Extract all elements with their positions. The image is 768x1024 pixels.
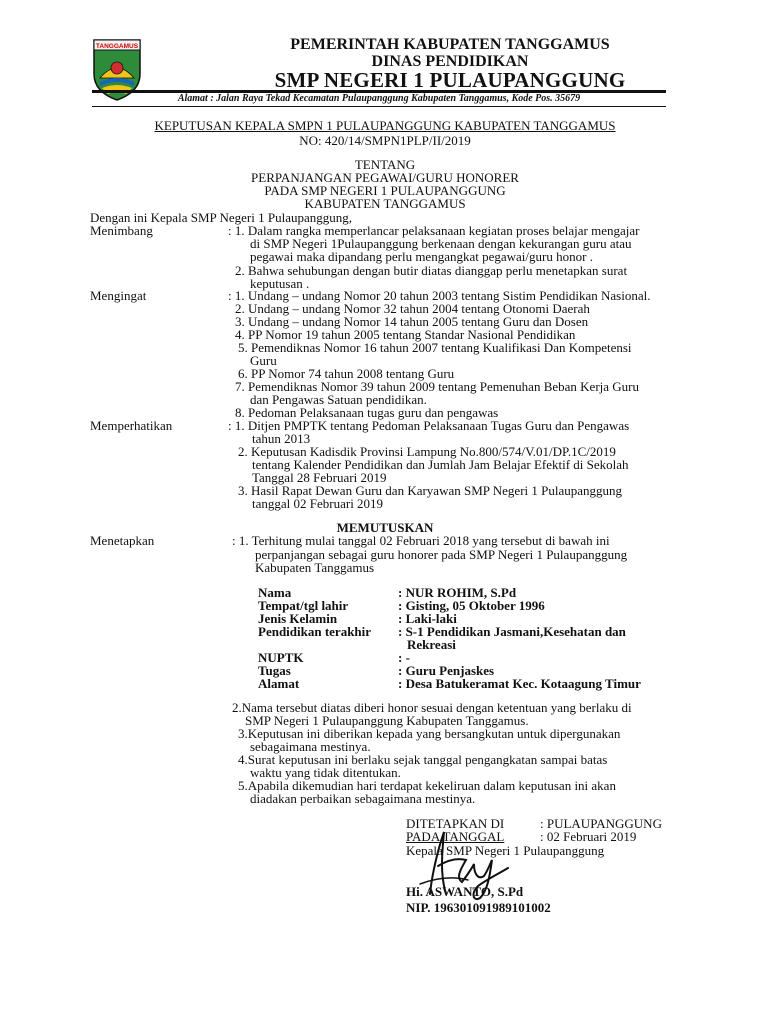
menetapkan-label: Menetapkan <box>90 533 155 548</box>
person-gender-value: : Laki-laki <box>398 611 457 626</box>
menetapkan-item-1-line-3: Kabupaten Tanggamus <box>255 560 375 575</box>
sign-nip: NIP. 196301091989101002 <box>406 900 551 915</box>
person-education-value: : S-1 Pendidikan Jasmani,Kesehatan dan <box>398 624 626 639</box>
person-name-value: : NUR ROHIM, S.Pd <box>398 585 517 600</box>
mengingat-item-5-line-1: 5. Pemendiknas Nomor 16 tahun 2007 tentang Kualifikasi Dan Kompetensi <box>238 340 632 355</box>
person-address-value: : Desa Batukeramat Kec. Kotaagung Timur <box>398 676 641 691</box>
menimbang-label: Menimbang <box>90 223 153 238</box>
header-government: PEMERINTAH KABUPATEN TANGGAMUS <box>290 36 610 53</box>
memperhatikan-item-2-line-3: Tanggal 28 Februari 2019 <box>252 470 387 485</box>
sign-place-value: : PULAUPANGGUNG <box>540 816 662 831</box>
person-birth-label: Tempat/tgl lahir <box>258 598 349 613</box>
sign-date-label: PADA TANGGAL <box>406 829 505 844</box>
point-5-line-2: diadakan perbaikan sebagaimana mestinya. <box>250 791 476 806</box>
sign-name: Hi. ASWANTO, S.Pd <box>406 884 524 899</box>
about-heading: TENTANG <box>354 157 416 172</box>
point-3-line-1: 3.Keputusan ini diberikan kepada yang bersangkutan untuk dipergunakan <box>238 726 621 741</box>
menimbang-item-1-line-1: : 1. Dalam rangka memperlancar pelaksanaan kegiatan proses belajar mengajar <box>228 223 640 238</box>
point-5-line-1: 5.Apabila dikemudian hari terdapat kekeliruan dalam keputusan ini akan <box>238 778 616 793</box>
person-birth-value: : Gisting, 05 Oktober 1996 <box>398 598 545 613</box>
point-3-line-2: sebagaimana mestinya. <box>250 739 371 754</box>
mengingat-item-8: 8. Pedoman Pelaksanaan tugas guru dan pengawas <box>235 405 499 420</box>
intro-text: Dengan ini Kepala SMP Negeri 1 Pulaupanggung, <box>90 210 352 225</box>
point-2-line-2: SMP Negeri 1 Pulaupanggung Kabupaten Tanggamus. <box>245 713 529 728</box>
person-name-label: Nama <box>258 585 292 600</box>
point-4-line-2: waktu yang tidak ditentukan. <box>250 765 401 780</box>
person-nuptk-label: NUPTK <box>258 650 304 665</box>
mengingat-item-1: : 1. Undang – undang Nomor 20 tahun 2003 tentang Sistim Pendidikan Nasional. <box>228 288 651 303</box>
person-education-label: Pendidikan terakhir <box>258 624 372 639</box>
decree-number: NO: 420/14/SMPN1PLP/II/2019 <box>299 133 471 148</box>
memperhatikan-item-2-line-1: 2. Keputusan Kadisdik Provinsi Lampung No.800/574/V.01/DP.1C/2019 <box>238 444 616 459</box>
memperhatikan-item-1-line-1: : 1. Ditjen PMPTK tentang Pedoman Pelaksanaan Tugas Guru dan Pengawas <box>228 418 630 433</box>
memperhatikan-item-1-line-2: tahun 2013 <box>252 431 311 446</box>
memutuskan-heading: MEMUTUSKAN <box>336 520 434 535</box>
memperhatikan-item-3-line-2: tanggal 02 Februari 2019 <box>252 496 384 511</box>
sign-date-value: : 02 Februari 2019 <box>540 829 637 844</box>
menimbang-item-2-line-1: 2. Bahwa sehubungan dengan butir diatas dianggap perlu menetapkan surat <box>235 263 628 278</box>
header-rule-thin <box>92 106 666 107</box>
person-duty-value: : Guru Penjaskes <box>398 663 495 678</box>
memperhatikan-label: Memperhatikan <box>90 418 173 433</box>
mengingat-label: Mengingat <box>90 288 147 303</box>
header-department: DINAS PENDIDIKAN <box>371 53 529 70</box>
person-gender-label: Jenis Kelamin <box>258 611 338 626</box>
sign-place-label: DITETAPKAN DI <box>406 816 505 831</box>
mengingat-item-7-line-1: 7. Pemendiknas Nomor 39 tahun 2009 tentang Pemenuhan Beban Kerja Guru <box>235 379 639 394</box>
mengingat-item-2: 2. Undang – undang Nomor 32 tahun 2004 tentang Otonomi Daerah <box>235 301 590 316</box>
memperhatikan-item-2-line-2: tentang Kalender Pendidikan dan Jumlah Jam Belajar Efektif di Sekolah <box>252 457 629 472</box>
menimbang-item-1-line-2: di SMP Negeri 1Pulaupanggung berkenaan dengan kekurangan guru atau <box>250 236 632 251</box>
decree-title: KEPUTUSAN KEPALA SMPN 1 PULAUPANGGUNG KABUPATEN TANGGAMUS <box>154 118 616 133</box>
header-school: SMP NEGERI 1 PULAUPANGGUNG <box>274 68 626 92</box>
menimbang-item-1-line-3: pegawai maka dipandang perlu mengangkat pegawai/guru honor . <box>250 249 593 264</box>
person-duty-label: Tugas <box>258 663 291 678</box>
point-2-line-1: 2.Nama tersebut diatas diberi honor sesuai dengan ketentuan yang berlaku di <box>232 700 632 715</box>
person-education-value-2: Rekreasi <box>407 637 456 652</box>
mengingat-item-5-line-2: Guru <box>250 353 277 368</box>
subject-line-1: PERPANJANGAN PEGAWAI/GURU HONORER <box>251 170 519 185</box>
person-address-label: Alamat <box>258 676 300 691</box>
menetapkan-item-1-line-1: : 1. Terhitung mulai tanggal 02 Februari 2018 yang tersebut di bawah ini <box>232 533 610 548</box>
subject-line-3: KABUPATEN TANGGAMUS <box>304 196 466 211</box>
mengingat-item-6: 6. PP Nomor 74 tahun 2008 tentang Guru <box>238 366 455 381</box>
logo-text: TANGGAMUS <box>95 43 139 50</box>
sign-position: Kepala SMP Negeri 1 Pulaupanggung <box>406 843 605 858</box>
subject-line-2: PADA SMP NEGERI 1 PULAUPANGGUNG <box>264 183 506 198</box>
memperhatikan-item-3-line-1: 3. Hasil Rapat Dewan Guru dan Karyawan SMP Negeri 1 Pulaupanggung <box>238 483 623 498</box>
point-4-line-1: 4.Surat keputusan ini berlaku sejak tanggal pengangkatan sampai batas <box>238 752 608 767</box>
mengingat-item-4: 4. PP Nomor 19 tahun 2005 tentang Standar Nasional Pendidikan <box>235 327 576 342</box>
person-nuptk-value: : - <box>398 650 410 665</box>
mengingat-item-7-line-2: dan Pengawas Satuan pendidikan. <box>250 392 427 407</box>
menimbang-item-2-line-2: keputusan . <box>250 276 310 291</box>
mengingat-item-3: 3. Undang – undang Nomor 14 tahun 2005 tentang Guru dan Dosen <box>235 314 589 329</box>
menetapkan-item-1-line-2: perpanjangan sebagai guru honorer pada SMP Negeri 1 Pulaupanggung <box>255 547 628 562</box>
header-address: Alamat : Jalan Raya Tekad Kecamatan Pulaupanggung Kabupaten Tanggamus, Kode Pos. 35679 <box>177 93 581 104</box>
